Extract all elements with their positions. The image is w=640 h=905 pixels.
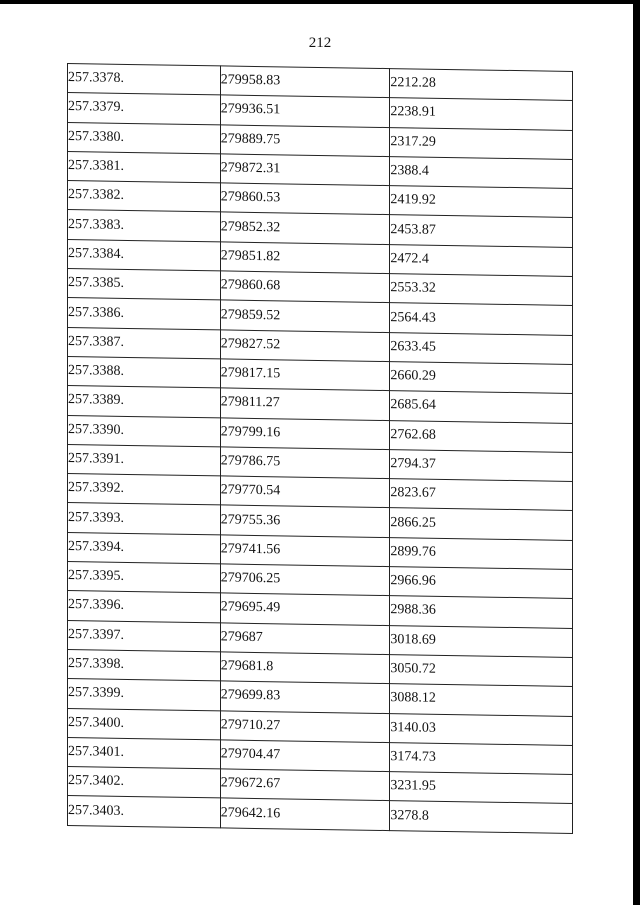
coordinates-table-body — [68, 64, 573, 834]
point-id-cell: 257.3395. — [68, 562, 221, 594]
x-coordinate-cell: 279817.15 — [220, 359, 390, 391]
x-coordinate-cell: 279958.83 — [220, 66, 390, 98]
scan-border-right — [633, 0, 640, 905]
x-coordinate-cell: 279704.47 — [220, 740, 390, 772]
point-id-cell: 257.3384. — [68, 239, 221, 271]
point-id-cell: 257.3399. — [68, 679, 221, 711]
x-coordinate-cell: 279811.27 — [220, 388, 390, 420]
point-id-cell: 257.3396. — [68, 591, 221, 623]
page-number: 212 — [308, 35, 332, 51]
y-coordinate-cell: 2212.28 — [390, 69, 573, 101]
point-id-cell: 257.3379. — [68, 93, 221, 125]
y-coordinate-cell: 2453.87 — [390, 215, 573, 247]
coordinates-table — [67, 63, 573, 834]
x-coordinate-cell: 279687 — [220, 623, 390, 655]
y-coordinate-cell: 3018.69 — [390, 625, 573, 657]
point-id-cell: 257.3394. — [68, 532, 221, 564]
x-coordinate-cell: 279741.56 — [220, 535, 390, 567]
x-coordinate-cell: 279860.68 — [220, 271, 390, 303]
x-coordinate-cell: 279706.25 — [220, 564, 390, 596]
y-coordinate-cell: 2564.43 — [390, 303, 573, 335]
y-coordinate-cell: 2633.45 — [390, 332, 573, 364]
point-id-cell: 257.3398. — [68, 649, 221, 681]
y-coordinate-cell: 3050.72 — [390, 655, 573, 687]
y-coordinate-cell: 2388.4 — [390, 156, 573, 188]
x-coordinate-cell: 279852.32 — [220, 212, 390, 244]
point-id-cell: 257.3378. — [68, 64, 221, 96]
point-id-cell: 257.3397. — [68, 620, 221, 652]
point-id-cell: 257.3403. — [68, 796, 221, 828]
point-id-cell: 257.3382. — [68, 181, 221, 213]
y-coordinate-cell: 2419.92 — [390, 186, 573, 218]
x-coordinate-cell: 279786.75 — [220, 447, 390, 479]
x-coordinate-cell: 279860.53 — [220, 183, 390, 215]
point-id-cell: 257.3390. — [68, 415, 221, 447]
x-coordinate-cell: 279770.54 — [220, 476, 390, 508]
y-coordinate-cell: 2794.37 — [390, 449, 573, 481]
x-coordinate-cell: 279827.52 — [220, 330, 390, 362]
point-id-cell: 257.3385. — [68, 269, 221, 301]
point-id-cell: 257.3391. — [68, 444, 221, 476]
y-coordinate-cell: 2762.68 — [390, 420, 573, 452]
point-id-cell: 257.3387. — [68, 327, 221, 359]
x-coordinate-cell: 279755.36 — [220, 505, 390, 537]
y-coordinate-cell: 2966.96 — [390, 567, 573, 599]
point-id-cell: 257.3383. — [68, 210, 221, 242]
point-id-cell: 257.3381. — [68, 151, 221, 183]
point-id-cell: 257.3389. — [68, 386, 221, 418]
x-coordinate-cell: 279936.51 — [220, 95, 390, 127]
y-coordinate-cell: 2553.32 — [390, 274, 573, 306]
x-coordinate-cell: 279672.67 — [220, 769, 390, 801]
y-coordinate-cell: 3174.73 — [390, 742, 573, 774]
point-id-cell: 257.3401. — [68, 737, 221, 769]
y-coordinate-cell: 2899.76 — [390, 537, 573, 569]
y-coordinate-cell: 2238.91 — [390, 98, 573, 130]
x-coordinate-cell: 279699.83 — [220, 681, 390, 713]
x-coordinate-cell: 279695.49 — [220, 593, 390, 625]
y-coordinate-cell: 2317.29 — [390, 127, 573, 159]
x-coordinate-cell: 279889.75 — [220, 125, 390, 157]
x-coordinate-cell: 279859.52 — [220, 300, 390, 332]
y-coordinate-cell: 3088.12 — [390, 684, 573, 716]
y-coordinate-cell: 2866.25 — [390, 508, 573, 540]
x-coordinate-cell: 279710.27 — [220, 710, 390, 742]
point-id-cell: 257.3380. — [68, 122, 221, 154]
point-id-cell: 257.3392. — [68, 474, 221, 506]
scan-border-top — [0, 0, 640, 4]
y-coordinate-cell: 2823.67 — [390, 479, 573, 511]
x-coordinate-cell: 279642.16 — [220, 798, 390, 830]
y-coordinate-cell: 2988.36 — [390, 596, 573, 628]
y-coordinate-cell: 3278.8 — [390, 801, 573, 833]
x-coordinate-cell: 279872.31 — [220, 154, 390, 186]
y-coordinate-cell: 2685.64 — [390, 391, 573, 423]
x-coordinate-cell: 279851.82 — [220, 242, 390, 274]
point-id-cell: 257.3400. — [68, 708, 221, 740]
y-coordinate-cell: 3140.03 — [390, 713, 573, 745]
point-id-cell: 257.3388. — [68, 356, 221, 388]
point-id-cell: 257.3386. — [68, 298, 221, 330]
point-id-cell: 257.3393. — [68, 503, 221, 535]
point-id-cell: 257.3402. — [68, 767, 221, 799]
y-coordinate-cell: 2660.29 — [390, 362, 573, 394]
x-coordinate-cell: 279799.16 — [220, 417, 390, 449]
y-coordinate-cell: 3231.95 — [390, 772, 573, 804]
y-coordinate-cell: 2472.4 — [390, 244, 573, 276]
x-coordinate-cell: 279681.8 — [220, 652, 390, 684]
